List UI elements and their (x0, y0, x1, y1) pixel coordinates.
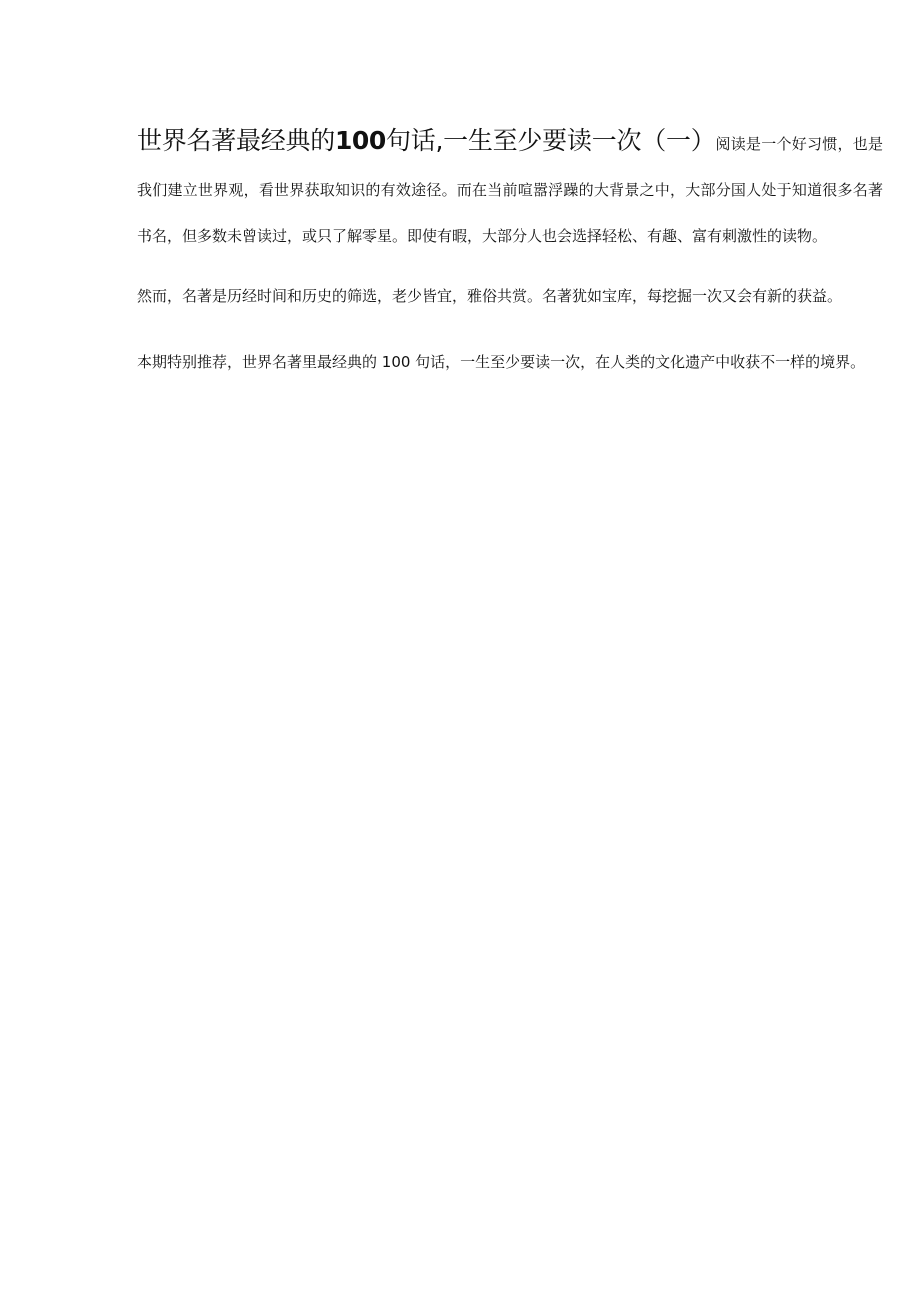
intro-paragraph (137, 118, 883, 259)
intro-text: 阅读是一个好习惯，也是我们建立世界观，看世界获取知识的有效途径。而在当前喧嚣浮躁的大背景之中，大部分国人处于知道很多名著书名，但多数未曾读过，或只了解零星。即使有暇，大部分人也会选择轻松、有趣、富有刺激性的读物。 (137, 135, 883, 245)
title-part-1: 世界名著最经典的 (137, 126, 336, 155)
title-part-2: 句话,一生至少要读一次（一） (385, 126, 716, 155)
paragraph-2: 然而，名著是历经时间和历史的筛选，老少皆宜，雅俗共赏。名著犹如宝库，每挖掘一次又会有新的获益。 (137, 287, 843, 305)
article-title (137, 126, 715, 155)
article-body (137, 118, 883, 385)
title-number: 100 (335, 126, 386, 155)
paragraph-3: 本期特别推荐，世界名著里最经典的 100 句话，一生至少要读一次，在人类的文化遗产中收获不一样的境界。 (137, 353, 866, 371)
